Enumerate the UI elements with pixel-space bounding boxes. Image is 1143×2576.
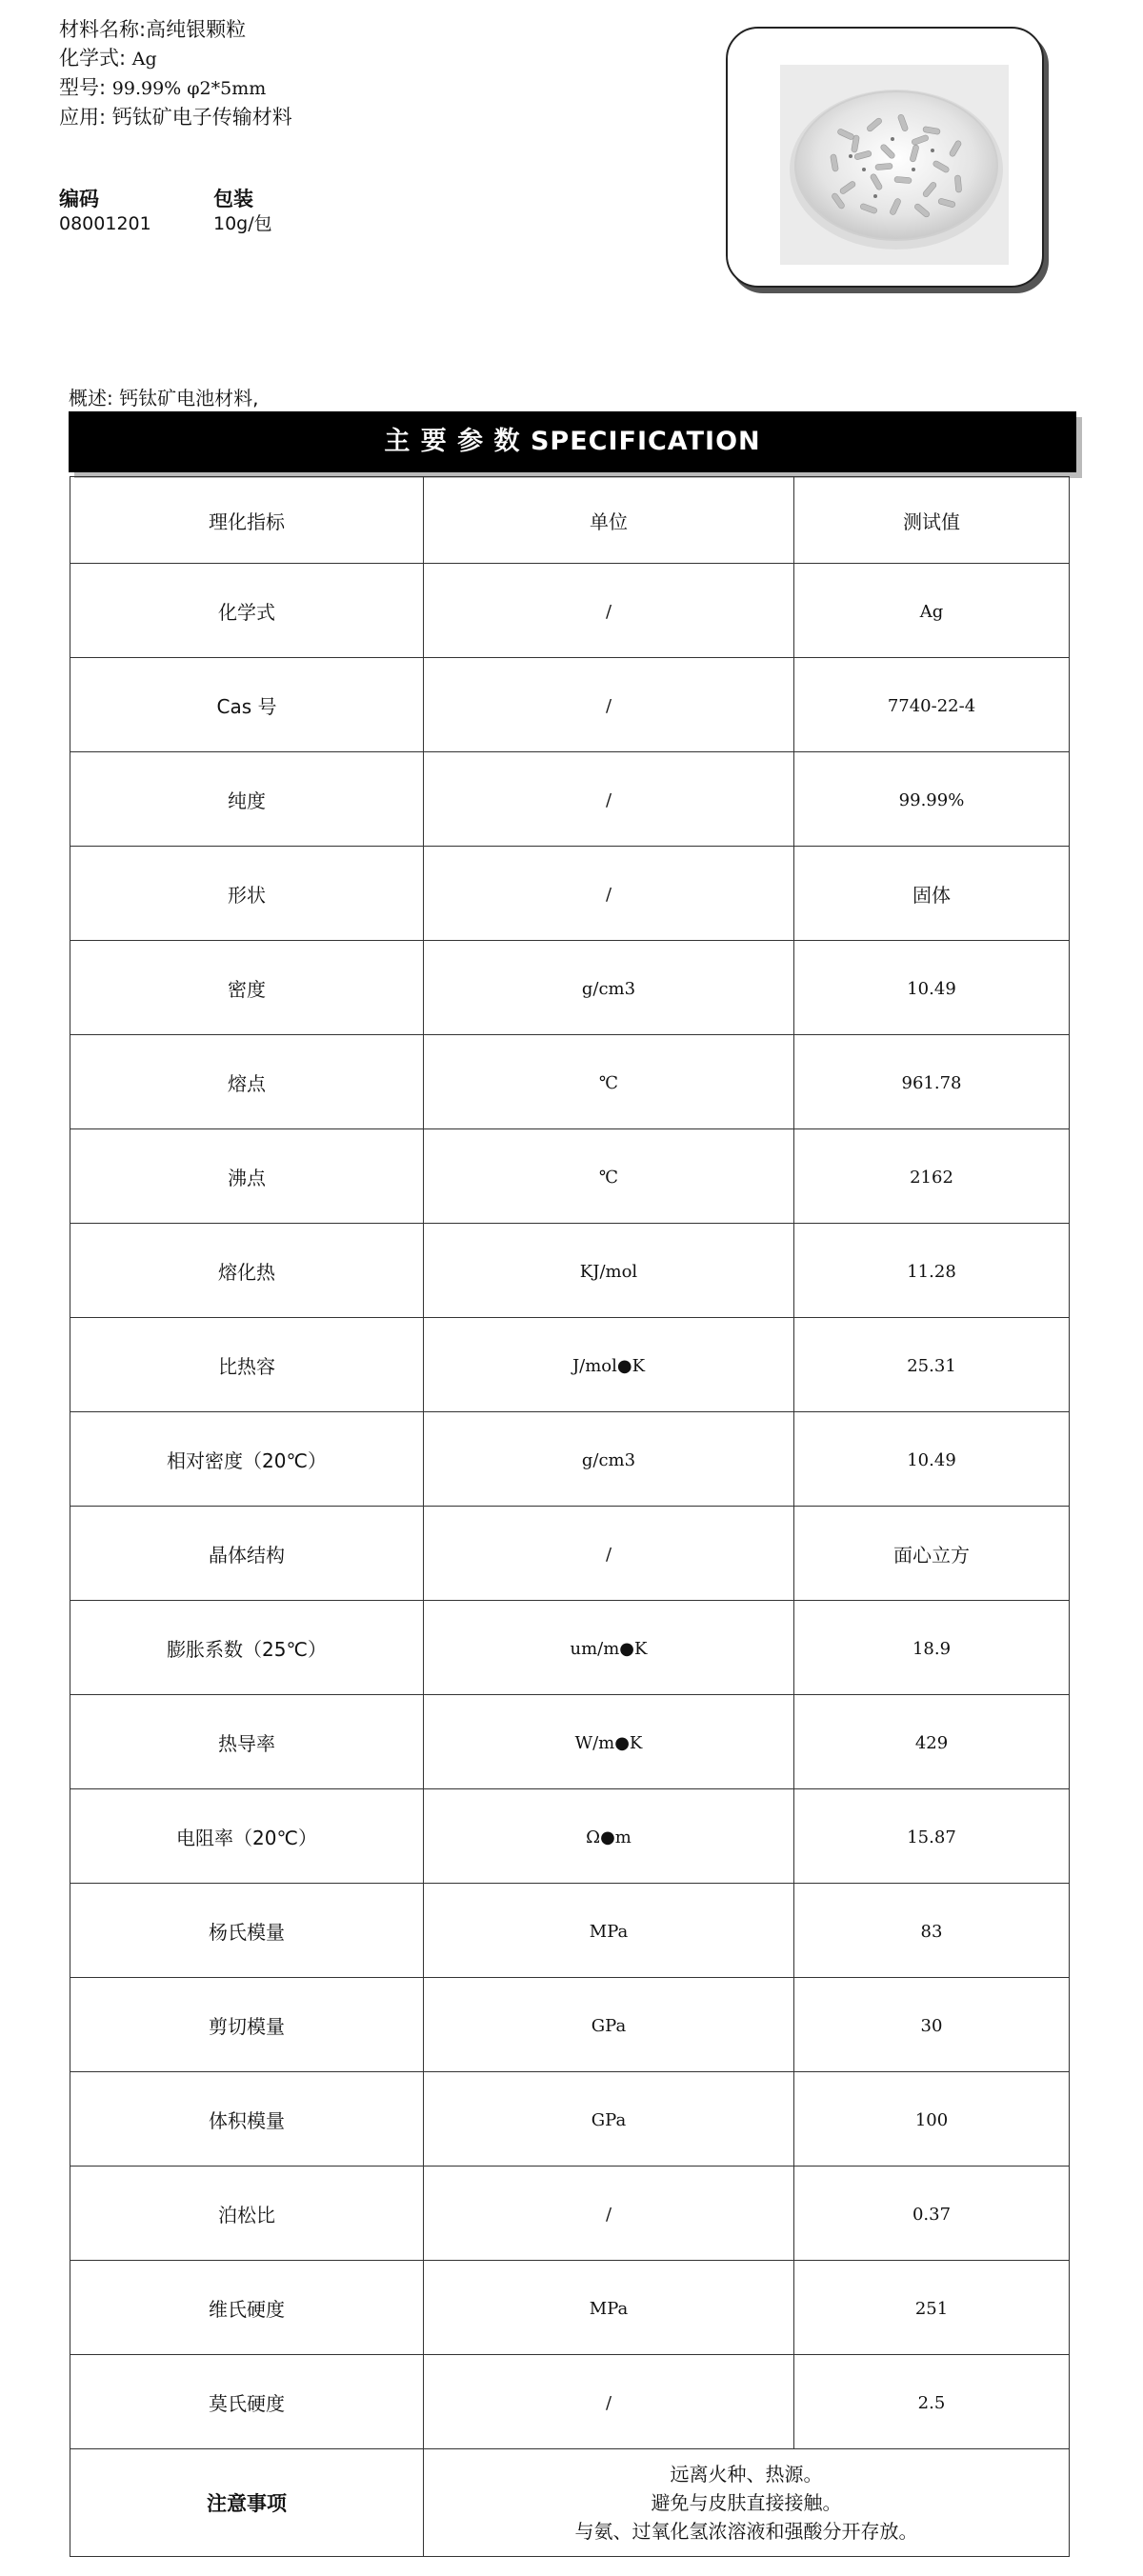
property-value bbox=[794, 2261, 1070, 2355]
value-text: 11.28 bbox=[907, 1262, 956, 1282]
unit-text: ℃ bbox=[598, 1073, 619, 1093]
precaution-line: 与氨、过氧化氢浓溶液和强酸分开存放。 bbox=[574, 2520, 918, 2543]
property-name: 电阻率（20℃） bbox=[70, 1789, 424, 1884]
unit-text: KJ/mol bbox=[579, 1262, 638, 1282]
table-row bbox=[70, 1035, 1070, 1129]
table-row bbox=[70, 2167, 1070, 2261]
unit-text: / bbox=[605, 2205, 612, 2225]
header-unit: 单位 bbox=[424, 477, 794, 564]
precautions-text bbox=[424, 2449, 1070, 2557]
property-value bbox=[794, 564, 1070, 658]
property-name: 晶体结构 bbox=[70, 1507, 424, 1601]
property-unit bbox=[424, 847, 794, 941]
property-name: 泊松比 bbox=[70, 2167, 424, 2261]
property-name: Cas 号 bbox=[70, 658, 424, 752]
unit-text: ℃ bbox=[598, 1168, 619, 1188]
value-text: 961.78 bbox=[901, 1073, 962, 1093]
property-name: 纯度 bbox=[70, 752, 424, 847]
unit-text: g/cm3 bbox=[581, 1450, 636, 1470]
property-unit bbox=[424, 2261, 794, 2355]
unit-text: um/m●K bbox=[570, 1639, 648, 1659]
value-text: 251 bbox=[914, 2299, 949, 2319]
property-unit bbox=[424, 1129, 794, 1224]
property-value bbox=[794, 941, 1070, 1035]
table-row bbox=[70, 1318, 1070, 1412]
property-name: 熔化热 bbox=[70, 1224, 424, 1318]
property-value bbox=[794, 1978, 1070, 2072]
property-value bbox=[794, 1224, 1070, 1318]
formula-label: 化学式: bbox=[59, 47, 127, 70]
property-unit bbox=[424, 1884, 794, 1978]
table-header-row bbox=[70, 477, 1070, 564]
table-row bbox=[70, 847, 1070, 941]
table-row bbox=[70, 941, 1070, 1035]
property-name: 体积模量 bbox=[70, 2072, 424, 2167]
silver-pellets-dish-image bbox=[780, 65, 1009, 265]
table-row bbox=[70, 1507, 1070, 1601]
unit-text: MPa bbox=[589, 1922, 629, 1942]
property-value bbox=[794, 2072, 1070, 2167]
precautions-label: 注意事项 bbox=[70, 2449, 424, 2557]
value-text: 0.37 bbox=[912, 2205, 952, 2225]
code-value: 08001201 bbox=[59, 213, 151, 234]
property-unit bbox=[424, 1318, 794, 1412]
property-value bbox=[794, 1129, 1070, 1224]
property-value bbox=[794, 1884, 1070, 1978]
table-row bbox=[70, 2072, 1070, 2167]
unit-text: GPa bbox=[591, 2016, 627, 2036]
model-line bbox=[59, 73, 631, 103]
property-unit bbox=[424, 1507, 794, 1601]
material-name: 材料名称:高纯银颗粒 bbox=[59, 18, 247, 41]
overview-text: 概述: 钙钛矿电池材料, bbox=[69, 387, 259, 409]
property-value bbox=[794, 658, 1070, 752]
table-row bbox=[70, 1978, 1070, 2072]
unit-text: J/mol●K bbox=[572, 1356, 646, 1376]
table-row bbox=[70, 658, 1070, 752]
table-row bbox=[70, 1224, 1070, 1318]
table-row bbox=[70, 1789, 1070, 1884]
property-value: 固体 bbox=[794, 847, 1070, 941]
property-name: 熔点 bbox=[70, 1035, 424, 1129]
property-unit bbox=[424, 941, 794, 1035]
property-unit bbox=[424, 1601, 794, 1695]
value-text: 100 bbox=[914, 2110, 949, 2130]
property-value bbox=[794, 1789, 1070, 1884]
unit-text: / bbox=[605, 1545, 612, 1565]
property-unit bbox=[424, 658, 794, 752]
value-text: 2.5 bbox=[917, 2393, 946, 2413]
table-row bbox=[70, 1884, 1070, 1978]
property-value bbox=[794, 2167, 1070, 2261]
property-unit bbox=[424, 1224, 794, 1318]
property-value bbox=[794, 1601, 1070, 1695]
property-unit bbox=[424, 752, 794, 847]
value-text: 83 bbox=[920, 1922, 943, 1942]
property-name: 剪切模量 bbox=[70, 1978, 424, 2072]
chemical-formula-line bbox=[59, 44, 631, 73]
table-row bbox=[70, 1412, 1070, 1507]
unit-text: g/cm3 bbox=[581, 979, 636, 999]
property-value bbox=[794, 1035, 1070, 1129]
unit-text: GPa bbox=[591, 2110, 627, 2130]
precaution-line: 远离火种、热源。 bbox=[670, 2463, 823, 2486]
value-text: 18.9 bbox=[912, 1639, 952, 1659]
specification-title-bar: 主 要 参 数 SPECIFICATION bbox=[69, 411, 1076, 472]
unit-text: / bbox=[605, 790, 612, 810]
package-column bbox=[213, 187, 272, 236]
precautions-row bbox=[70, 2449, 1070, 2557]
property-unit bbox=[424, 1695, 794, 1789]
unit-text: W/m●K bbox=[574, 1733, 643, 1753]
silver-pellets-photo bbox=[780, 65, 1009, 265]
specification-table bbox=[70, 476, 1070, 2557]
value-text: 30 bbox=[920, 2016, 943, 2036]
property-unit bbox=[424, 1978, 794, 2072]
property-value bbox=[794, 1318, 1070, 1412]
property-name: 化学式 bbox=[70, 564, 424, 658]
table-row bbox=[70, 1601, 1070, 1695]
product-photo-frame bbox=[726, 27, 1044, 288]
table-row bbox=[70, 564, 1070, 658]
application-line: 应用: 钙钛矿电子传输材料 bbox=[59, 106, 292, 129]
table-row bbox=[70, 2355, 1070, 2449]
model-value: 99.99% φ2*5mm bbox=[111, 78, 267, 99]
package-label: 包装 bbox=[213, 188, 253, 210]
formula-value: Ag bbox=[131, 49, 157, 70]
property-name: 比热容 bbox=[70, 1318, 424, 1412]
property-unit bbox=[424, 2355, 794, 2449]
value-text: Ag bbox=[919, 602, 944, 622]
header-value: 测试值 bbox=[794, 477, 1070, 564]
unit-text: / bbox=[605, 602, 612, 622]
property-name: 沸点 bbox=[70, 1129, 424, 1224]
value-text: 7740-22-4 bbox=[887, 696, 976, 716]
property-unit bbox=[424, 1789, 794, 1884]
property-name: 膨胀系数（25℃） bbox=[70, 1601, 424, 1695]
table-row bbox=[70, 752, 1070, 847]
package-value: 10g/包 bbox=[213, 213, 272, 234]
property-unit bbox=[424, 2167, 794, 2261]
value-text: 429 bbox=[914, 1733, 949, 1753]
property-unit bbox=[424, 1035, 794, 1129]
property-name: 莫氏硬度 bbox=[70, 2355, 424, 2449]
table-row bbox=[70, 2261, 1070, 2355]
value-text: 99.99% bbox=[898, 790, 965, 810]
property-name: 形状 bbox=[70, 847, 424, 941]
value-text: 25.31 bbox=[907, 1356, 956, 1376]
value-text: 10.49 bbox=[907, 1450, 956, 1470]
product-header bbox=[59, 15, 631, 131]
precaution-line: 避免与皮肤直接接触。 bbox=[651, 2491, 842, 2514]
property-name: 杨氏模量 bbox=[70, 1884, 424, 1978]
table-row bbox=[70, 1129, 1070, 1224]
property-value bbox=[794, 1412, 1070, 1507]
code-column bbox=[59, 187, 151, 236]
model-label: 型号: bbox=[59, 76, 107, 99]
value-text: 10.49 bbox=[907, 979, 956, 999]
value-text: 2162 bbox=[910, 1168, 953, 1188]
unit-text: Ω●m bbox=[586, 1827, 632, 1847]
property-name: 密度 bbox=[70, 941, 424, 1035]
unit-text: / bbox=[605, 2393, 612, 2413]
unit-text: / bbox=[605, 696, 612, 716]
property-name: 相对密度（20℃） bbox=[70, 1412, 424, 1507]
property-value: 面心立方 bbox=[794, 1507, 1070, 1601]
unit-text: / bbox=[605, 885, 612, 905]
property-value bbox=[794, 752, 1070, 847]
header-property: 理化指标 bbox=[70, 477, 424, 564]
property-value bbox=[794, 1695, 1070, 1789]
property-name: 热导率 bbox=[70, 1695, 424, 1789]
table-row bbox=[70, 1695, 1070, 1789]
code-label: 编码 bbox=[59, 188, 99, 210]
property-unit bbox=[424, 2072, 794, 2167]
value-text: 15.87 bbox=[907, 1827, 956, 1847]
property-name: 维氏硬度 bbox=[70, 2261, 424, 2355]
unit-text: MPa bbox=[589, 2299, 629, 2319]
property-unit bbox=[424, 1412, 794, 1507]
property-unit bbox=[424, 564, 794, 658]
property-value bbox=[794, 2355, 1070, 2449]
